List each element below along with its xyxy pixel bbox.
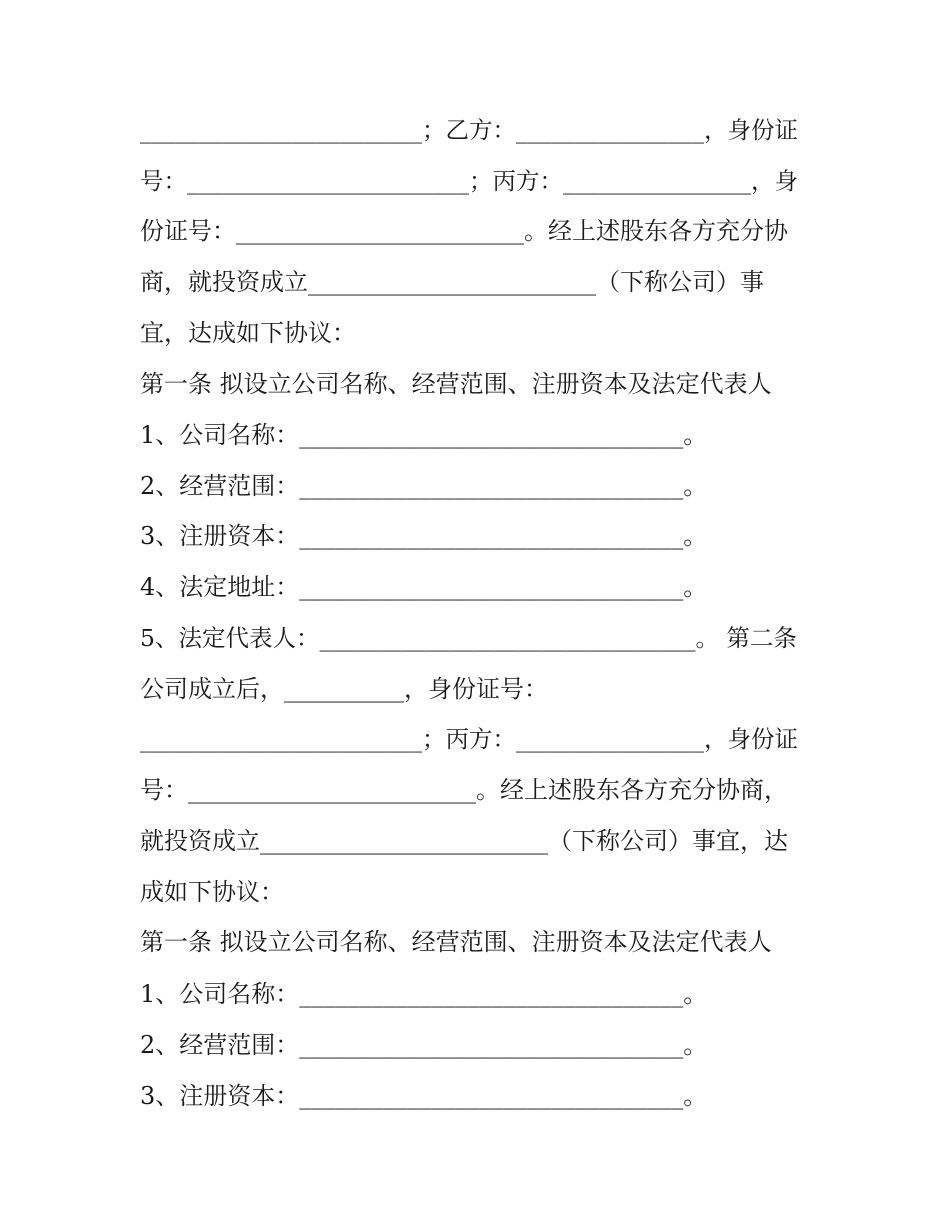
text-line: 5、法定代表人：________________________________。 第二条 — [140, 624, 797, 652]
article-heading: 第一条 拟设立公司名称、经营范围、注册资本及法定代表人 — [140, 928, 772, 956]
text-line: 3、注册资本：________________________________。 — [140, 522, 708, 550]
text-line: 就投资成立________________________（下称公司）事宜，达 — [140, 827, 788, 855]
text-line: 1、公司名称：________________________________。 — [140, 980, 708, 1008]
text-line: 3、注册资本：________________________________。 — [140, 1082, 708, 1110]
text-line: 号：________________________；丙方：________________，身 — [140, 167, 798, 195]
text-line: 1、公司名称：________________________________。 — [140, 421, 708, 449]
text-line: 2、经营范围：________________________________。 — [140, 1031, 708, 1059]
text-line: 份证号：________________________。经上述股东各方充分协 — [140, 217, 788, 245]
text-line: 宜，达成如下协议： — [140, 319, 356, 347]
text-line: 成如下协议： — [140, 878, 284, 906]
text-line: 号：________________________。经上述股东各方充分协商， — [140, 776, 788, 804]
text-line: 4、法定地址：________________________________。 — [140, 573, 708, 601]
text-line: ________________________；丙方：________________，身份证 — [140, 725, 798, 753]
text-line: 公司成立后，__________，身份证号： — [140, 675, 548, 703]
text-line: 商，就投资成立________________________（下称公司）事 — [140, 268, 764, 296]
text-line: ________________________；乙方：________________，身份证 — [140, 116, 798, 144]
article-heading: 第一条 拟设立公司名称、经营范围、注册资本及法定代表人 — [140, 370, 772, 398]
text-line: 2、经营范围：________________________________。 — [140, 472, 708, 500]
